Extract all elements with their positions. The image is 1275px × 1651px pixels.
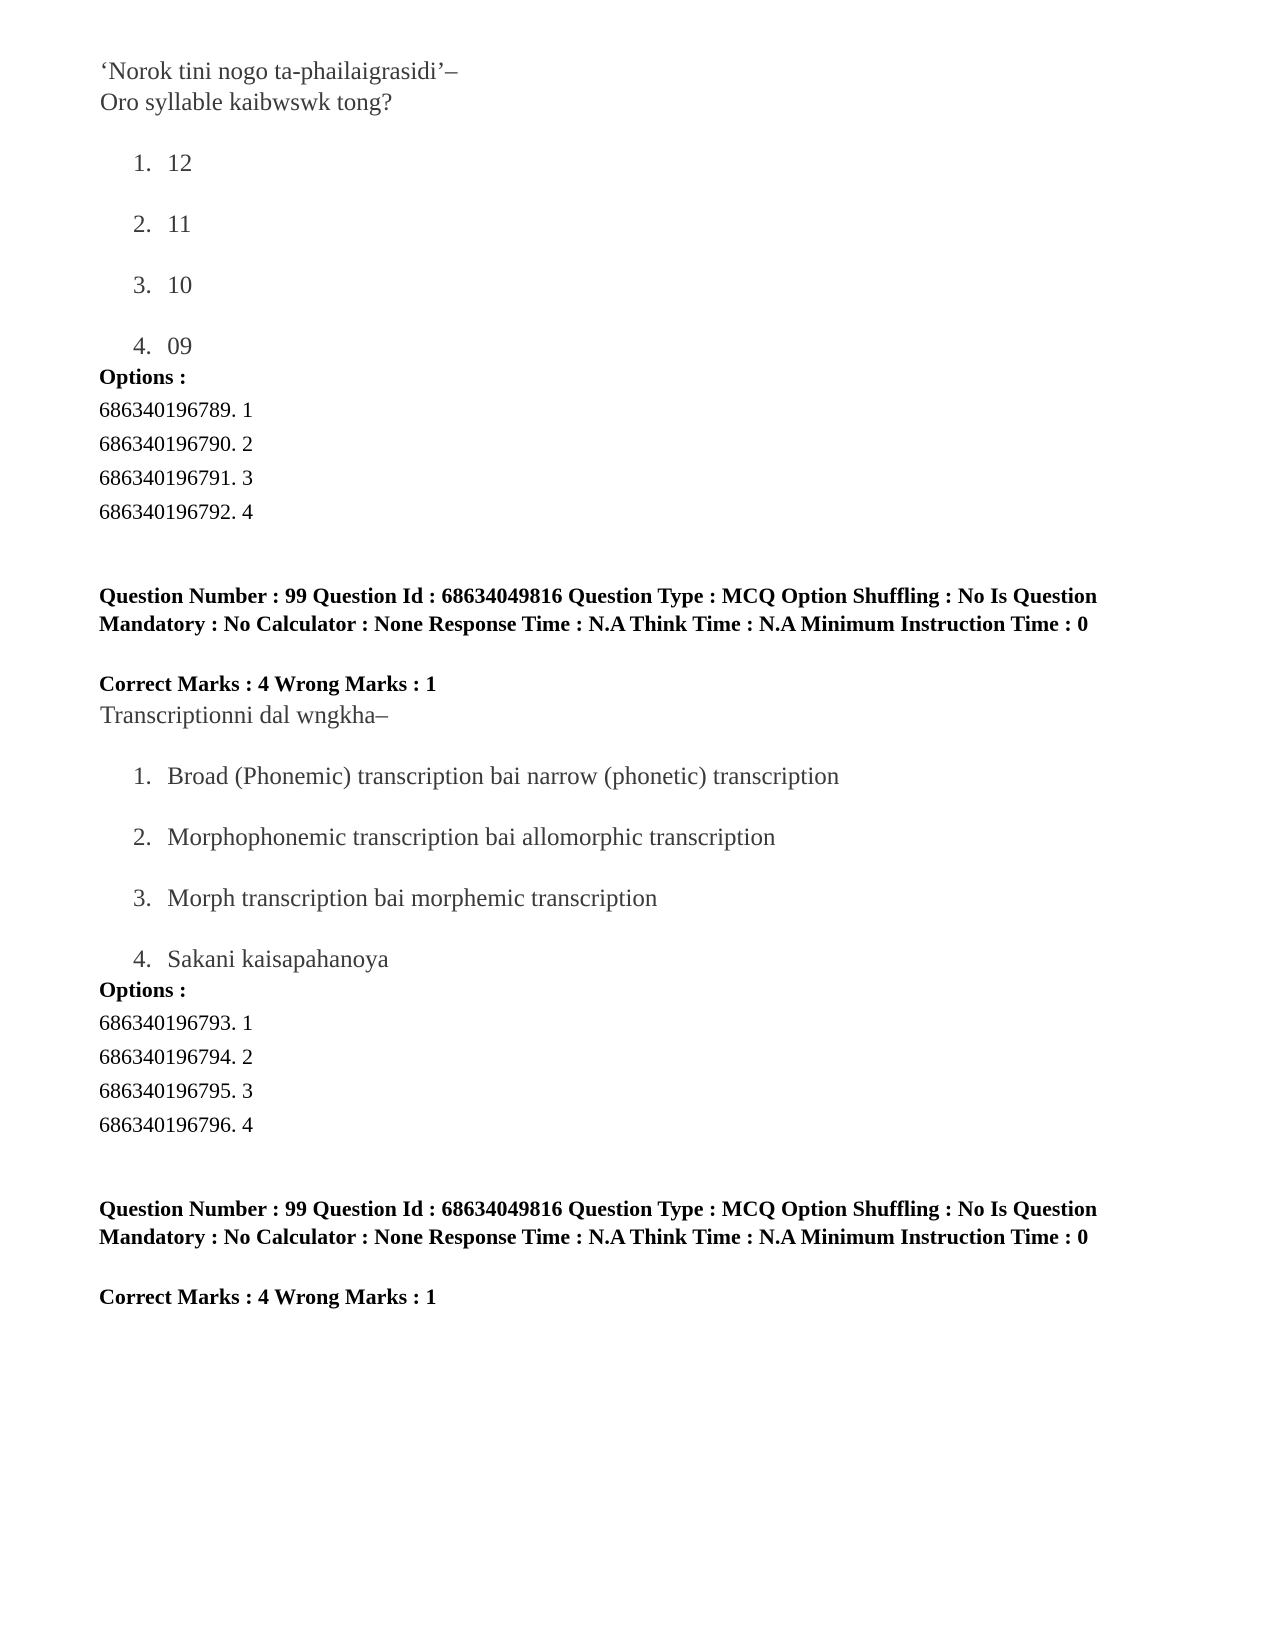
choice-text: 11 [167,211,192,238]
options-heading: Options : [99,977,187,1002]
choice-number: 2. [133,211,152,238]
choice-text: 09 [167,333,193,360]
option-line: 686340196790. 2 [99,431,253,456]
choice-number: 1. [133,763,152,790]
choice-item [133,884,657,914]
question-meta: Question Number : 99 Question Id : 68634049816 Question Type : MCQ Option Shuffling : No Is Question Mandatory : No Calculator : None Response Time : N.A Think Time : N.A Minimum Instruction Time : 0 [99,583,1098,636]
choice-item [133,945,389,975]
choice-item [133,149,192,179]
marks-line: Correct Marks : 4 Wrong Marks : 1 [99,1284,437,1309]
choice-item [133,271,192,301]
choice-item [133,762,839,792]
choice-text: 12 [167,150,193,177]
choice-text: Broad (Phonemic) transcription bai narrow (phonetic) transcription [167,763,840,790]
question-meta: Question Number : 99 Question Id : 68634049816 Question Type : MCQ Option Shuffling : No Is Question Mandatory : No Calculator : None Response Time : N.A Think Time : N.A Minimum Instruction Time : 0 [99,1196,1098,1249]
choice-number: 4. [133,946,152,973]
question-stem-line-2: Oro syllable kaibwswk tong? [100,89,393,116]
choice-number: 3. [133,885,152,912]
options-heading: Options : [99,364,187,389]
option-line: 686340196791. 3 [99,465,253,490]
choice-number: 3. [133,272,152,299]
choice-text: 10 [167,272,193,299]
option-line: 686340196795. 3 [99,1078,253,1103]
choice-item [133,823,775,853]
choice-text: Morph transcription bai morphemic transcription [167,885,658,912]
choice-number: 4. [133,333,152,360]
choice-number: 1. [133,150,152,177]
option-line: 686340196789. 1 [99,397,253,422]
option-line: 686340196794. 2 [99,1044,253,1069]
question-stem: Transcriptionni dal wngkha– [100,702,388,729]
option-line: 686340196793. 1 [99,1010,253,1035]
option-line: 686340196796. 4 [99,1112,253,1137]
option-line: 686340196792. 4 [99,499,253,524]
choice-text: Morphophonemic transcription bai allomorphic transcription [167,824,776,851]
question-stem-line-1: ‘Norok tini nogo ta-phailaigrasidi’– [100,58,458,85]
choice-text: Sakani kaisapahanoya [167,946,389,973]
choice-item [133,210,191,240]
marks-line: Correct Marks : 4 Wrong Marks : 1 [99,671,437,696]
choice-item [133,332,192,362]
choice-number: 2. [133,824,152,851]
